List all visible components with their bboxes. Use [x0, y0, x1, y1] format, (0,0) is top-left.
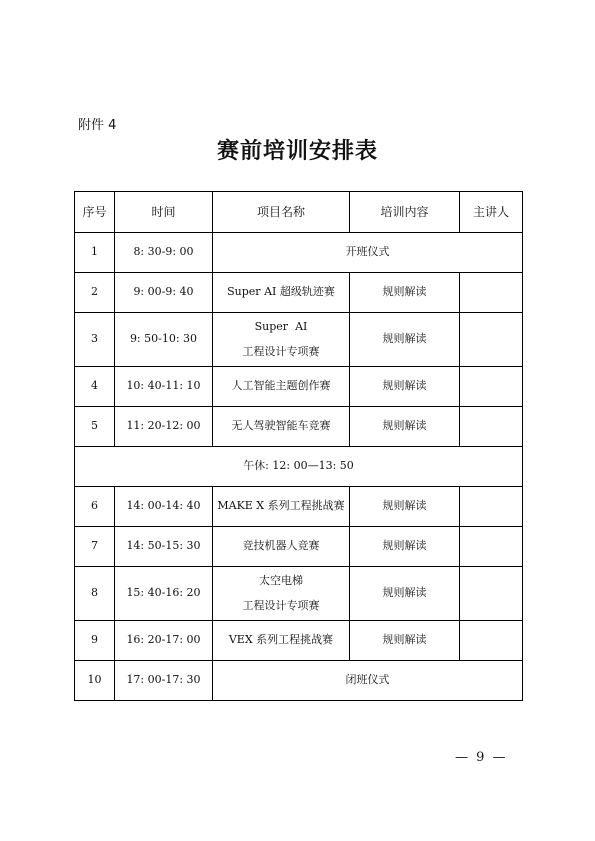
- table-row: [75, 273, 523, 313]
- time-cell: 10: 40-11: 10: [115, 367, 213, 407]
- project-cell: 无人驾驶智能车竞赛: [213, 407, 350, 447]
- header-seq: 序号: [75, 192, 115, 233]
- content-cell: 规则解读: [350, 313, 460, 367]
- lunch-break-row: [75, 447, 523, 487]
- seq-cell: 10: [75, 661, 115, 701]
- table-row: [75, 661, 523, 701]
- content-cell: 规则解读: [350, 407, 460, 447]
- table-row: [75, 621, 523, 661]
- lecturer-cell: [460, 313, 523, 367]
- content-cell: 规则解读: [350, 367, 460, 407]
- table-row: [75, 313, 523, 367]
- project-line-1: 太空电梯: [259, 573, 303, 587]
- project-cell: MAKE X 系列工程挑战赛: [213, 487, 350, 527]
- page-title: 赛前培训安排表: [216, 138, 378, 164]
- seq-cell: 3: [75, 313, 115, 367]
- seq-cell: 4: [75, 367, 115, 407]
- table-row: [75, 567, 523, 621]
- time-cell: 16: 20-17: 00: [115, 621, 213, 661]
- time-cell: 14: 00-14: 40: [115, 487, 213, 527]
- lecturer-cell: [460, 567, 523, 621]
- time-cell: 15: 40-16: 20: [115, 567, 213, 621]
- seq-cell: 1: [75, 233, 115, 273]
- lecturer-cell: [460, 527, 523, 567]
- time-cell: 8: 30-9: 00: [115, 233, 213, 273]
- project-cell: 竞技机器人竞赛: [213, 527, 350, 567]
- time-cell: 14: 50-15: 30: [115, 527, 213, 567]
- training-schedule-table: [74, 191, 523, 701]
- table-row: [75, 527, 523, 567]
- table-row: [75, 407, 523, 447]
- time-cell: 11: 20-12: 00: [115, 407, 213, 447]
- project-cell: 人工智能主题创作赛: [213, 367, 350, 407]
- content-cell: 规则解读: [350, 273, 460, 313]
- page-number: — 9 —: [455, 750, 508, 765]
- table-row: [75, 233, 523, 273]
- lecturer-cell: [460, 367, 523, 407]
- header-project: 项目名称: [213, 192, 350, 233]
- content-cell: 规则解读: [350, 487, 460, 527]
- table-row: [75, 487, 523, 527]
- seq-cell: 5: [75, 407, 115, 447]
- seq-cell: 7: [75, 527, 115, 567]
- lecturer-cell: [460, 407, 523, 447]
- attachment-label: 附件 4: [78, 118, 117, 133]
- project-line-1: Super AI: [254, 319, 308, 333]
- project-cell: Super AI 超级轨迹赛: [213, 273, 350, 313]
- seq-cell: 9: [75, 621, 115, 661]
- time-cell: 9: 00-9: 40: [115, 273, 213, 313]
- time-cell: 9: 50-10: 30: [115, 313, 213, 367]
- lecturer-cell: [460, 487, 523, 527]
- project-line-2: 工程设计专项赛: [242, 598, 320, 612]
- project-cell: VEX 系列工程挑战赛: [213, 621, 350, 661]
- seq-cell: 6: [75, 487, 115, 527]
- seq-cell: 2: [75, 273, 115, 313]
- project-cell: [213, 567, 350, 621]
- lunch-break-cell: 午休: 12: 00—13: 50: [75, 447, 523, 487]
- content-cell: 规则解读: [350, 621, 460, 661]
- header-time: 时间: [115, 192, 213, 233]
- time-cell: 17: 00-17: 30: [115, 661, 213, 701]
- header-lecturer: 主讲人: [460, 192, 523, 233]
- project-cell: [213, 313, 350, 367]
- lecturer-cell: [460, 621, 523, 661]
- content-cell: 规则解读: [350, 527, 460, 567]
- lecturer-cell: [460, 273, 523, 313]
- ceremony-cell: 闭班仪式: [213, 661, 523, 701]
- ceremony-cell: 开班仪式: [213, 233, 523, 273]
- project-line-2: 工程设计专项赛: [242, 344, 320, 358]
- table-row: [75, 367, 523, 407]
- seq-cell: 8: [75, 567, 115, 621]
- table-header-row: [75, 192, 523, 233]
- header-content: 培训内容: [350, 192, 460, 233]
- content-cell: 规则解读: [350, 567, 460, 621]
